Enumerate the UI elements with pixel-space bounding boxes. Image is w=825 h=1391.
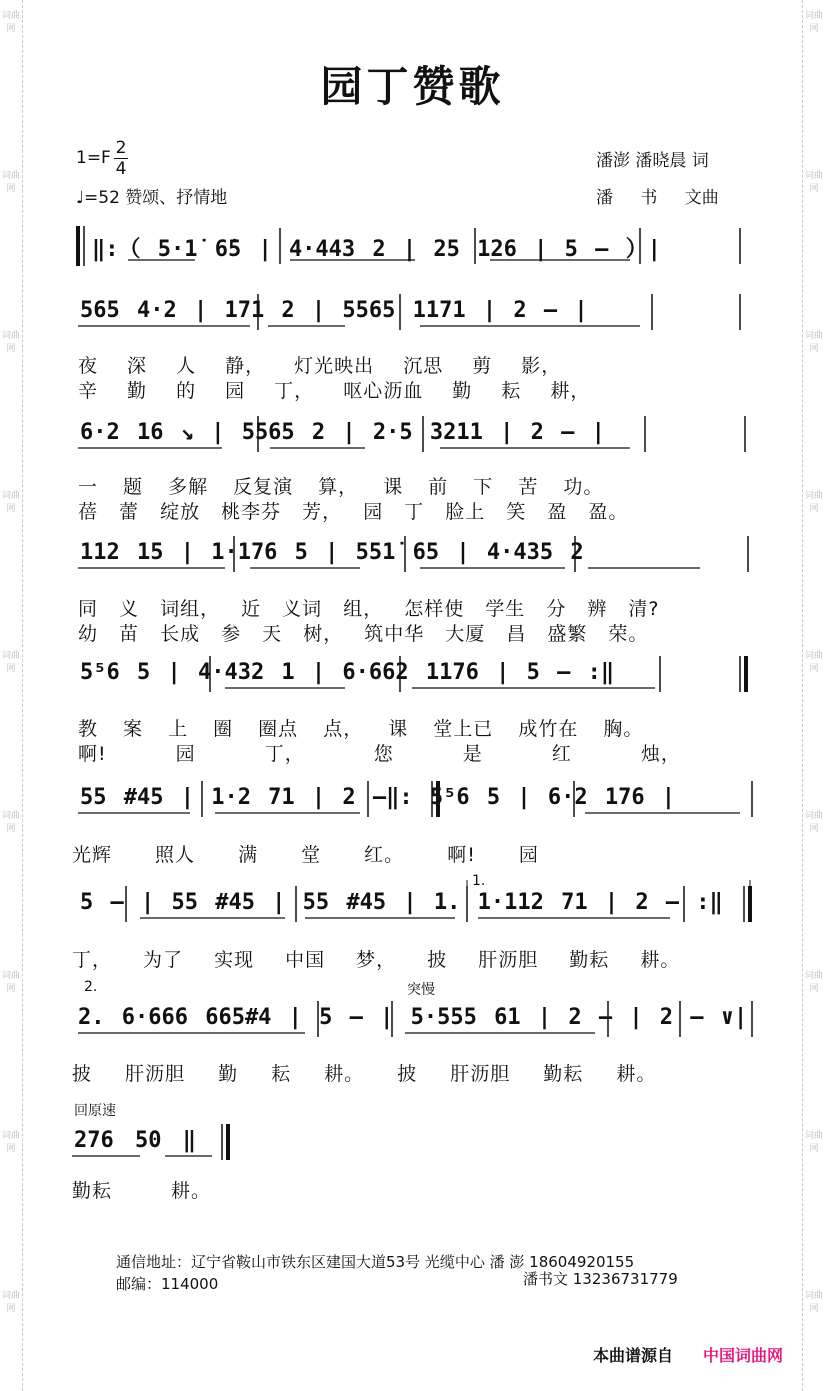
watermark: 词曲网 xyxy=(804,331,823,354)
a-tempo-marking: 回原速 xyxy=(74,1103,116,1119)
lyrics-line: 光辉 照人 满 堂 红。 啊! 园 xyxy=(72,844,539,866)
volta-1-label: 1. xyxy=(472,873,486,889)
sudden-slow-marking: 突慢 xyxy=(407,982,435,998)
time-denominator: 4 xyxy=(115,159,127,179)
notation-line-9: 276 50 ‖ xyxy=(74,1128,196,1153)
volta-2-label: 2. xyxy=(84,979,98,995)
contact-address: 通信地址：辽宁省鞍山市铁东区建国大道53号 光缆中心 潘 澎 18604920155 xyxy=(116,1253,635,1271)
lyricist-credit: 潘澎 潘晓晨 词 xyxy=(596,151,709,171)
watermark: 词曲网 xyxy=(1,1291,20,1314)
notation-line-8: 2. 6·666 665#4 | 5 — | 5·555 61 | 2 — | 2 — ∨| xyxy=(78,1005,748,1030)
notation-line-6: 55 #45 | 1·2 71 | 2 —‖: 5⁵6 5 | 6·2 176 | xyxy=(80,785,676,810)
watermark: 词曲网 xyxy=(1,1131,20,1154)
source-prefix: 本曲谱源自 xyxy=(593,1346,674,1365)
watermark: 词曲网 xyxy=(804,171,823,194)
watermark: 词曲网 xyxy=(1,491,20,514)
lyrics-verse-1: 同 义 词组， 近 义词 组， 怎样使 学生 分 辨 清? xyxy=(78,598,660,620)
time-signature xyxy=(114,138,128,179)
score-line-1 xyxy=(0,222,825,272)
notation-line-7: 5 — | 55 #45 | 55 #45 | 1. 1·112 71 | 2 — :‖ xyxy=(80,890,723,915)
notation-line-3: 6·2 16 ↘ | 5565 2 | 2·5 3211 | 2 — | xyxy=(80,420,605,445)
song-title: 园丁赞歌 xyxy=(320,62,505,111)
lyrics-verse-1: 一 题 多解 反复演 算， 课 前 下 苦 功。 xyxy=(78,476,604,498)
composer-credit: 潘 书 文曲 xyxy=(596,188,719,208)
lyrics-verse-1: 夜 深 人 静， 灯光映出 沉思 剪 影， xyxy=(78,355,562,377)
watermark: 词曲网 xyxy=(804,491,823,514)
lyrics-verse-2: 辛 勤 的 园 丁， 呕心沥血 勤 耘 耕， xyxy=(78,380,591,402)
watermark: 词曲网 xyxy=(804,1291,823,1314)
watermark: 词曲网 xyxy=(1,811,20,834)
lyrics-line: 丁， 为了 实现 中国 梦， 披 肝沥胆 勤耘 耕。 xyxy=(72,949,681,971)
notation-line-1: ‖:（ 5·1̇ 6̇5 | 4·443 2 | 25 126 | 5 — ）| xyxy=(92,237,661,262)
lyrics-verse-2: 蓓 蕾 绽放 桃李芬 芳， 园 丁 脸上 笑 盈 盈。 xyxy=(78,501,629,523)
contact-phone-2: 潘书文 13236731779 xyxy=(523,1270,678,1288)
score-line-5 xyxy=(0,650,825,700)
postal-code: 邮编：114000 xyxy=(116,1275,219,1293)
score-line-9 xyxy=(0,1103,825,1168)
key-signature: 1=F xyxy=(76,148,111,168)
time-numerator: 2 xyxy=(115,138,127,158)
watermark: 词曲网 xyxy=(804,651,823,674)
lyrics-verse-2: 啊! 园 丁， 您 是 红 烛， xyxy=(78,743,681,765)
score-line-7 xyxy=(0,873,825,930)
notation-line-2: 565 4·2 | 171 2 | 5565 1171 | 2 — | xyxy=(80,298,588,323)
watermark: 词曲网 xyxy=(804,811,823,834)
lyrics-line: 披 肝沥胆 勤 耘 耕。 披 肝沥胆 勤耘 耕。 xyxy=(72,1063,657,1085)
lyrics-verse-2: 幼 苗 长成 参 天 树， 筑中华 大厦 昌 盛繁 荣。 xyxy=(78,623,649,645)
score-line-3 xyxy=(0,410,825,460)
lyrics-verse-1: 教 案 上 圈 圈点 点， 课 堂上已 成竹在 胸。 xyxy=(78,718,644,740)
notation-line-4: 112 15 | 1·176 5 | 551̇ 65 | 4·435 2 xyxy=(80,540,584,565)
source-site-link[interactable]: 中国词曲网 xyxy=(703,1346,784,1365)
lyrics-line: 勤耘 耕。 xyxy=(72,1180,212,1202)
tempo-marking: ♩=52 赞颂、抒情地 xyxy=(76,188,228,208)
watermark: 词曲网 xyxy=(804,971,823,994)
score-line-4 xyxy=(0,530,825,580)
watermark: 词曲网 xyxy=(1,971,20,994)
score-line-2 xyxy=(0,288,825,338)
score-line-6 xyxy=(0,775,825,825)
watermark: 词曲网 xyxy=(1,331,20,354)
watermark: 词曲网 xyxy=(1,11,20,34)
watermark: 词曲网 xyxy=(804,1131,823,1154)
watermark: 词曲网 xyxy=(804,11,823,34)
watermark: 词曲网 xyxy=(1,171,20,194)
notation-line-5: 5⁵6 5 | 4·432 1 | 6·662 1176 | 5 — :‖ xyxy=(80,660,615,685)
watermark: 词曲网 xyxy=(1,651,20,674)
